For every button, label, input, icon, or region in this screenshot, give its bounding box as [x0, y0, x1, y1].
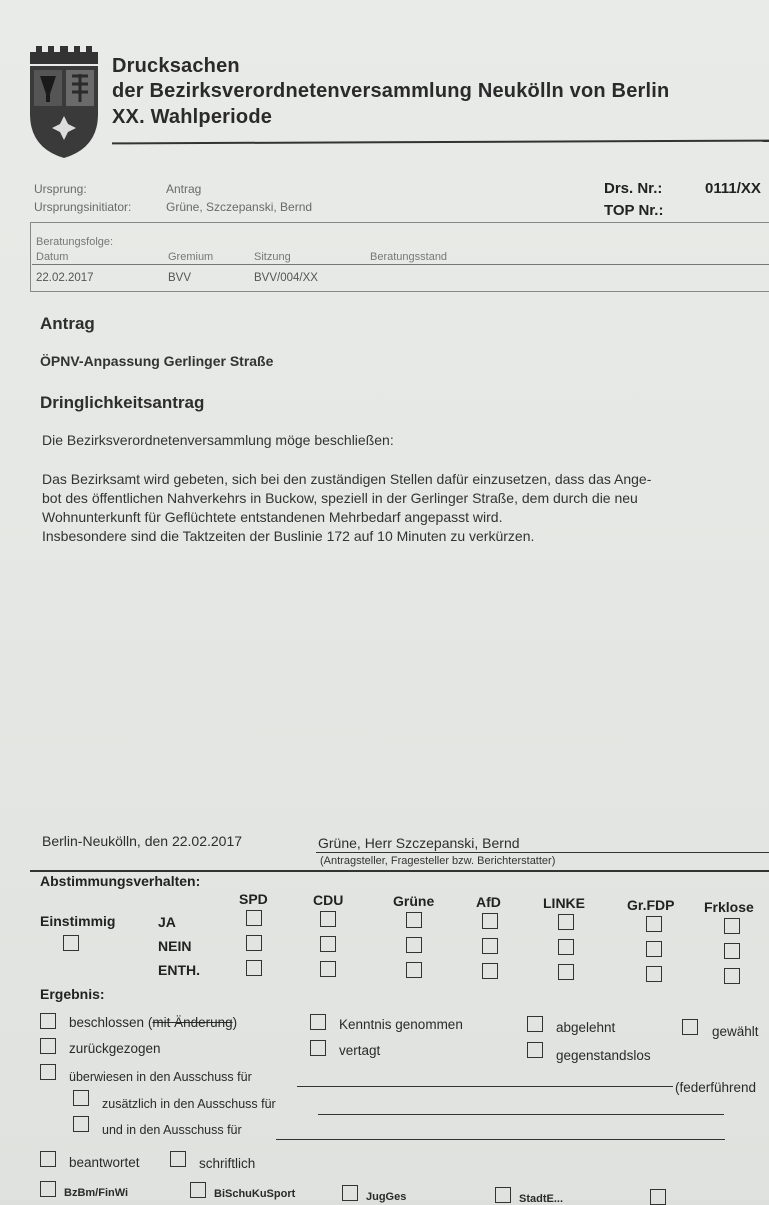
committee-stadte-checkbox[interactable] — [495, 1187, 511, 1203]
ueberwiesen-label: überwiesen in den Ausschuss für — [69, 1070, 252, 1084]
gewaehlt-label: gewählt — [712, 1024, 759, 1039]
drs-value: 0111/XX — [705, 180, 761, 197]
committee-bischu-label: BiSchuKuSport — [214, 1188, 296, 1200]
signature-line — [316, 852, 769, 853]
col-gremium: Gremium — [168, 251, 214, 263]
einstimmig-checkbox[interactable] — [63, 935, 79, 951]
kenntnis-label: Kenntnis genommen — [339, 1017, 463, 1032]
body-line-4: Insbesondere sind die Taktzeiten der Buslinie 172 auf 10 Minuten zu verkürzen. — [42, 528, 535, 544]
vote-afd-ja[interactable] — [482, 913, 498, 929]
kenntnis-checkbox[interactable] — [310, 1014, 326, 1030]
zusaetzlich-line[interactable] — [318, 1114, 724, 1115]
party-afd: AfD — [476, 894, 501, 910]
committee-jugges-label: JugGes — [366, 1191, 407, 1203]
committee-bischu-checkbox[interactable] — [190, 1182, 206, 1198]
schriftlich-label: schriftlich — [199, 1156, 256, 1171]
top-label: TOP Nr.: — [604, 202, 664, 219]
party-cdu: CDU — [313, 892, 344, 908]
vote-gruene-ja[interactable] — [406, 912, 422, 928]
row-enth: ENTH. — [158, 962, 200, 978]
voting-title: Abstimmungsverhalten: — [40, 873, 201, 889]
gewaehlt-checkbox[interactable] — [682, 1019, 698, 1035]
row-ja: JA — [158, 914, 176, 930]
vote-spd-enth[interactable] — [246, 960, 262, 976]
party-spd: SPD — [239, 891, 268, 907]
einstimmig-label: Einstimmig — [40, 913, 116, 929]
header-rule — [112, 140, 769, 145]
vote-cdu-enth[interactable] — [320, 961, 336, 977]
vote-afd-enth[interactable] — [482, 963, 498, 979]
vote-linke-enth[interactable] — [558, 964, 574, 980]
header-line-1: Drucksachen — [112, 55, 240, 77]
col-datum: Datum — [36, 251, 69, 263]
drs-label: Drs. Nr.: — [604, 180, 663, 197]
vote-spd-ja[interactable] — [246, 910, 262, 926]
party-frklose: Frklose — [704, 899, 754, 915]
committee-bzbm-label: BzBm/FinWi — [64, 1187, 129, 1199]
body-line-1: Das Bezirksamt wird gebeten, sich bei den zuständigen Stellen dafür einzusetzen, dass das Ange- — [42, 471, 652, 487]
beschlossen-label: beschlossen (mit Änderung) — [69, 1015, 238, 1030]
vertagt-label: vertagt — [339, 1043, 381, 1058]
neukoelln-coat-of-arms-icon — [26, 44, 102, 160]
mit-aenderung-struck: mit Änderung — [152, 1015, 233, 1030]
federfuehrend-label: (federführend — [675, 1080, 757, 1095]
zurueckgezogen-label: zurückgezogen — [69, 1041, 161, 1056]
initiator-value: Grüne, Szczepanski, Bernd — [166, 200, 313, 214]
committee-bzbm-checkbox[interactable] — [40, 1181, 56, 1197]
vote-spd-nein[interactable] — [246, 935, 262, 951]
vote-grfdp-enth[interactable] — [646, 966, 662, 982]
signer-name: Grüne, Herr Szczepanski, Bernd — [318, 835, 520, 851]
bf-gremium: BVV — [168, 272, 192, 284]
ursprung-label: Ursprung: — [34, 182, 87, 196]
body-line-2: bot des öffentlichen Nahverkehrs in Buckow, speziell in der Gerlinger Straße, dem durch die neu — [42, 490, 638, 506]
vote-afd-nein[interactable] — [482, 938, 498, 954]
vote-cdu-nein[interactable] — [320, 936, 336, 952]
signer-role: (Antragsteller, Fragesteller bzw. Berichterstatter) — [320, 855, 556, 867]
initiator-label: Ursprungsinitiator: — [34, 200, 132, 214]
zusaetzlich-checkbox[interactable] — [73, 1090, 89, 1106]
vertagt-checkbox[interactable] — [310, 1040, 326, 1056]
party-linke: LINKE — [543, 895, 585, 911]
zurueckgezogen-checkbox[interactable] — [40, 1038, 56, 1054]
voting-top-rule — [30, 870, 769, 872]
und-in-checkbox[interactable] — [73, 1116, 89, 1132]
intro-text: Die Bezirksverordnetenversammlung möge beschließen: — [42, 432, 394, 448]
bf-divider — [32, 264, 769, 265]
ueberwiesen-checkbox[interactable] — [40, 1064, 56, 1080]
row-nein: NEIN — [158, 938, 192, 954]
party-gruene: Grüne — [393, 893, 435, 909]
schriftlich-checkbox[interactable] — [170, 1151, 186, 1167]
vote-frklose-nein[interactable] — [724, 943, 740, 959]
document-title: ÖPNV-Anpassung Gerlinger Straße — [40, 353, 274, 369]
bf-datum: 22.02.2017 — [36, 272, 94, 284]
committee-extra-checkbox[interactable] — [650, 1189, 666, 1205]
vote-grfdp-nein[interactable] — [646, 941, 662, 957]
abgelehnt-checkbox[interactable] — [527, 1016, 543, 1032]
zusaetzlich-label: zusätzlich in den Ausschuss für — [102, 1097, 276, 1111]
committee-stadte-label: StadtE... — [519, 1193, 564, 1205]
col-sitzung: Sitzung — [254, 251, 291, 263]
gegenstandslos-checkbox[interactable] — [527, 1042, 543, 1058]
vote-frklose-ja[interactable] — [724, 918, 740, 934]
vote-gruene-enth[interactable] — [406, 962, 422, 978]
ergebnis-title: Ergebnis: — [40, 986, 105, 1002]
body-line-3: Wohnunterkunft für Geflüchtete entstandenen Mehrbedarf angepasst wird. — [42, 509, 503, 525]
ueberwiesen-line[interactable] — [297, 1086, 673, 1087]
bf-sitzung: BVV/004/XX — [254, 272, 318, 284]
document-type: Antrag — [40, 314, 95, 333]
header-line-2: der Bezirksverordnetenversammlung Neukölln von Berlin — [112, 80, 670, 102]
beratungsfolge-title: Beratungsfolge: — [36, 236, 114, 248]
abgelehnt-label: abgelehnt — [556, 1020, 616, 1035]
vote-cdu-ja[interactable] — [320, 911, 336, 927]
beschlossen-checkbox[interactable] — [40, 1013, 56, 1029]
vote-grfdp-ja[interactable] — [646, 916, 662, 932]
ursprung-value: Antrag — [166, 182, 202, 196]
vote-linke-ja[interactable] — [558, 914, 574, 930]
party-grfdp: Gr.FDP — [627, 897, 675, 913]
place-date: Berlin-Neukölln, den 22.02.2017 — [42, 833, 243, 849]
gegenstandslos-label: gegenstandslos — [556, 1048, 651, 1063]
header-line-3: XX. Wahlperiode — [112, 106, 273, 128]
und-in-label: und in den Ausschuss für — [102, 1123, 242, 1137]
beantwortet-label: beantwortet — [69, 1155, 140, 1170]
vote-frklose-enth[interactable] — [724, 968, 740, 984]
beantwortet-checkbox[interactable] — [40, 1151, 56, 1167]
col-beratungsstand: Beratungsstand — [370, 251, 448, 263]
und-in-line[interactable] — [276, 1139, 725, 1140]
vote-gruene-nein[interactable] — [406, 937, 422, 953]
committee-jugges-checkbox[interactable] — [342, 1185, 358, 1201]
vote-linke-nein[interactable] — [558, 939, 574, 955]
document-subtype: Dringlichkeitsantrag — [40, 393, 205, 412]
